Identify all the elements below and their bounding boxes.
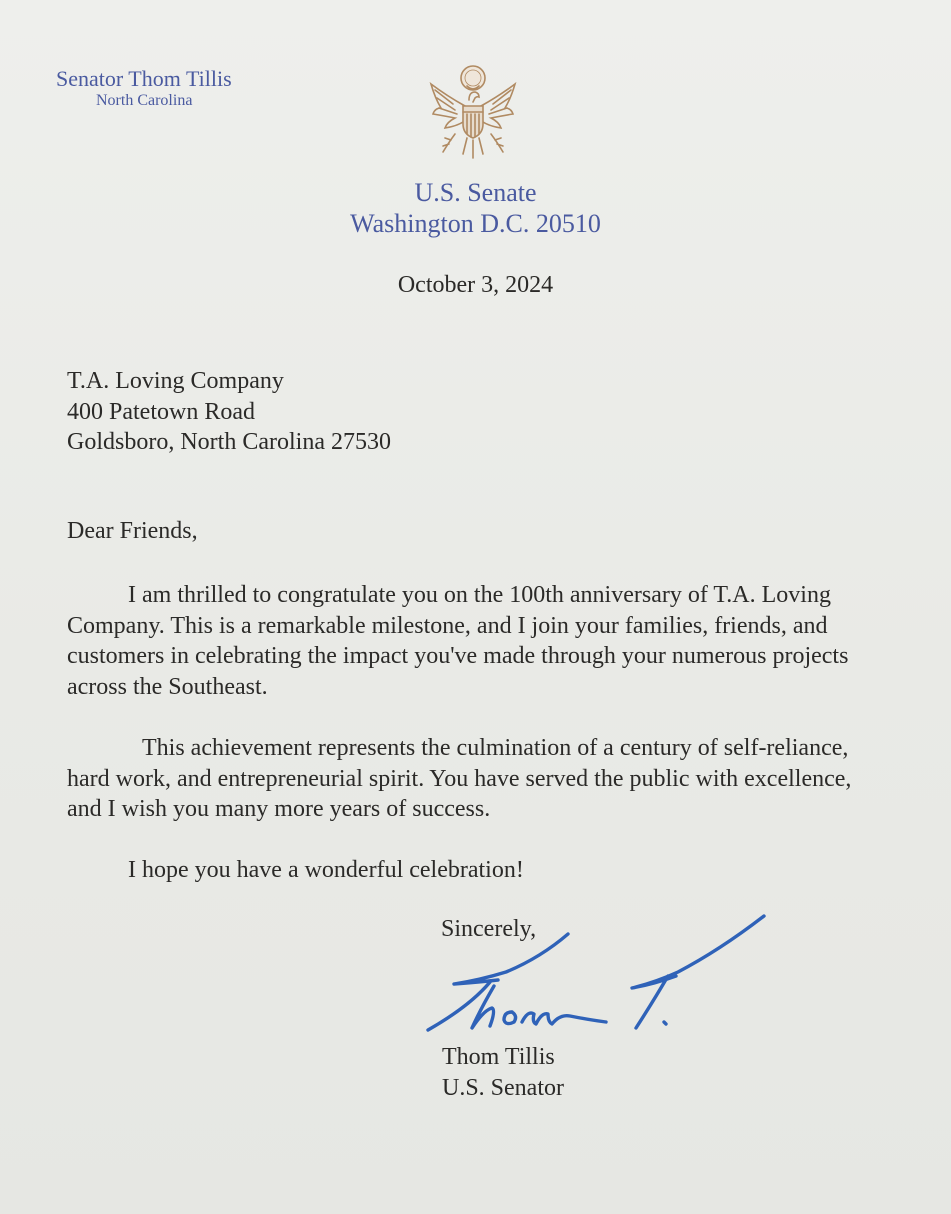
great-seal-eagle-icon [425,62,521,166]
salutation: Dear Friends, [67,518,198,544]
letter-date: October 3, 2024 [397,272,554,298]
office-line-address: Washington D.C. 20510 [350,209,601,238]
signer-title: U.S. Senator [442,1075,564,1101]
recipient-address [67,366,391,458]
sender-name: Senator Thom Tillis [56,66,232,91]
body-paragraph-3: I hope you have a wonderful celebration! [128,857,524,883]
sender-state: North Carolina [96,92,193,109]
signer-name: Thom Tillis [442,1044,555,1070]
recipient-line-1: T.A. Loving Company [67,368,284,394]
body-paragraph-2: This achievement represents the culmination of a century of self-reliance, hard work, and entrepreneurial spirit. You have served the public with excellence, and I wish you many more years of success. [67,735,852,822]
recipient-line-3: Goldsboro, North Carolina 27530 [67,429,391,455]
office-line-senate: U.S. Senate [414,178,537,207]
recipient-line-2: 400 Patetown Road [67,398,255,425]
letterhead-sender [56,66,232,110]
signer-block [442,1042,564,1104]
body-paragraph-1: I am thrilled to congratulate you on the 100th anniversary of T.A. Loving Company. This is a remarkable milestone, and I join your families, friends, and customers in celebrating the impact you've made through your numerous projects across the Southeast. [67,582,849,700]
handwritten-signature [420,910,780,1040]
closing: Sincerely, [441,916,537,942]
